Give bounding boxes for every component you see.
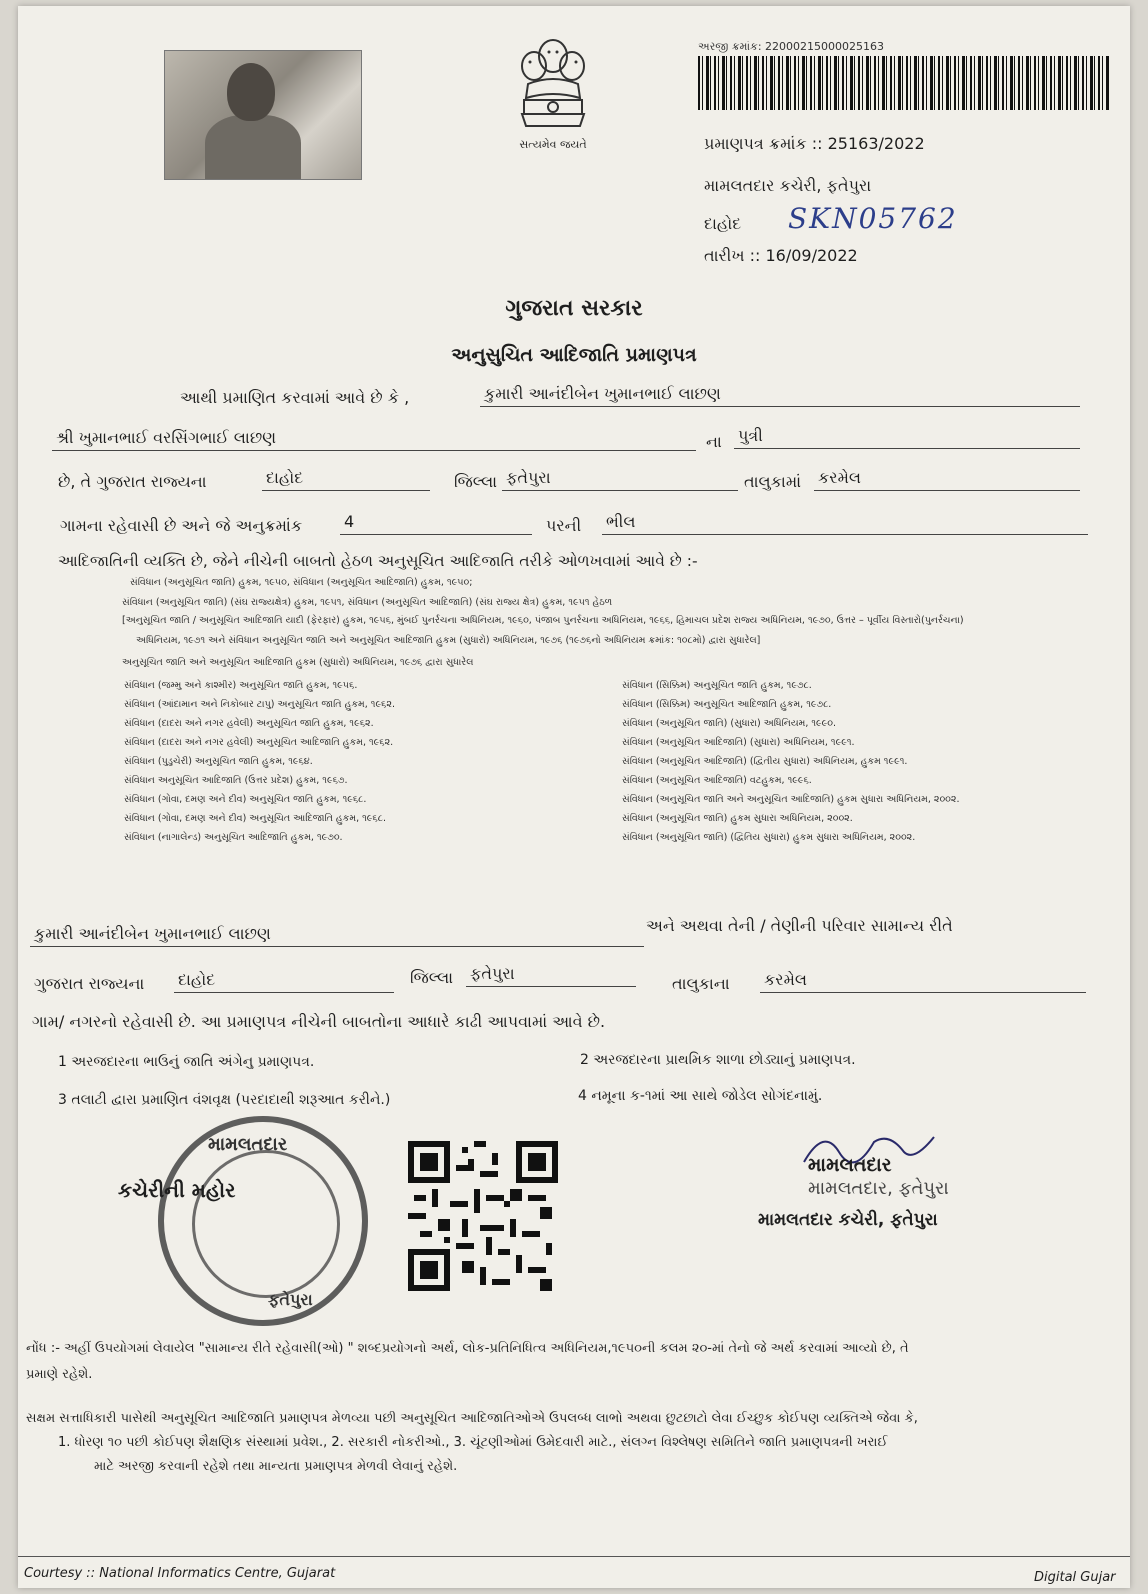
seal-middle-text: કચેરીની મહોર xyxy=(118,1178,236,1202)
residence-name: કુમારી આનંદીબેન ખુમાનભાઈ લાછણ xyxy=(30,924,644,947)
issuing-office: મામલતદાર કચેરી, ફતેપુરા xyxy=(704,176,872,195)
jilla-label: જિલ્લા xyxy=(454,472,498,491)
acts-left-column xyxy=(124,676,604,847)
act-item: સંવિધાન (અનુસૂચિત આદિજાતિ) વટહુકમ, ૧૯૯૬. xyxy=(622,775,812,786)
footer-divider xyxy=(18,1556,1130,1557)
acts-right-column xyxy=(622,676,1112,847)
act-item: સંવિધાન (અનુસૂચિત જાતિ અને અનુસૂચિત આદિજાતિ) હુકમ સુધારા અધિનિયમ, ૨૦૦૨. xyxy=(622,794,960,805)
district-value: દાહોદ xyxy=(262,468,430,491)
emblem-motto: સત્યમેવ જયતે xyxy=(519,138,587,151)
act-item: સંવિધાન (દાદરા અને નગર હવેલી) અનુસૂચિત આદિજાતિ હુકમ, ૧૯૬૨. xyxy=(124,737,394,748)
seal-top-text: મામલતદાર xyxy=(208,1134,288,1155)
handwritten-reference: SKN05762 xyxy=(788,202,958,235)
act-item: સંવિધાન (દાદરા અને નગર હવેલી) અનુસૂચિત જાતિ હુકમ, ૧૯૬૨. xyxy=(124,718,374,729)
note-line: માટે અરજી કરવાની રહેશે તથા માન્યતા પ્રમાણપત્ર મેળવી લેવાનું રહેશે. xyxy=(94,1459,458,1474)
state-emblem-icon xyxy=(508,26,598,156)
signatory-stamp-line: મામલતદાર, ફતેપુરા xyxy=(808,1178,949,1199)
act-item: સંવિધાન (નાગાલેન્ડ) અનુસૂચિત આદિજાતિ હુકમ, ૧૯૭૦. xyxy=(124,832,343,843)
document-item: 1 અરજદારના ભાઉનું જાતિ અંગેનુ પ્રમાણપત્ર. xyxy=(58,1054,315,1070)
residence-state-prefix: ગુજરાત રાજ્યના xyxy=(34,974,145,993)
act-item: સંવિધાન (અનુસૂચિત આદિજાતિ) (દ્વિતીય સુધારા) અધિનિયમ, હુકમ ૧૯૯૧. xyxy=(622,756,908,767)
father-name: શ્રી ખુમાનભાઈ વરસિંગભાઈ લાછણ xyxy=(52,428,696,451)
issue-date: તારીખ :: 16/09/2022 xyxy=(704,246,858,265)
act-item: સંવિધાન અનુસૂચિત આદિજાતિ (ઉત્તર પ્રદેશ) હુકમ, ૧૯૬૭. xyxy=(124,775,348,786)
parni-label: પરની xyxy=(546,516,582,535)
qr-code-icon xyxy=(408,1136,558,1296)
applicant-name: કુમારી આનંદીબેન ખુમાનભાઈ લાછણ xyxy=(480,384,1080,407)
seal-bottom-text: ફતેપુરા xyxy=(268,1290,313,1309)
order-line: અનુસૂચિત જાતિ અને અનુસૂચિત આદિજાતિ હુકમ (સુધારો) અધિનિયમ, ૧૯૭૬ દ્વારા સુધારેલ xyxy=(122,657,474,668)
signatory-office: મામલતદાર કચેરી, ફતેપુરા xyxy=(758,1210,938,1230)
residence-closing: ગામ/ નગરનો રહેવાસી છે. આ પ્રમાણપત્ર નીચેની બાબતોના આધારે કાઢી આપવામાં આવે છે. xyxy=(32,1012,606,1031)
tribe-name: ભીલ xyxy=(602,512,1088,535)
note-line: 1. ધોરણ ૧૦ પછી કોઈપણ શૈક્ષણિક સંસ્થામાં પ્રવેશ., 2. સરકારી નોકરીઓ., 3. ચૂંટણીઓમાં ઉમેદવારી માટે., સંલગ્ન વિશ્લેષણ સમિતિને જાતિ પ્રમાણપત્રની ખરાઈ xyxy=(58,1435,888,1450)
residence-village: કરમેલ xyxy=(760,970,1086,993)
footer-courtesy: Courtesy :: National Informatics Centre, Gujarat xyxy=(24,1566,336,1581)
resident-prefix: ગામના રહેવાસી છે અને જે અનુક્રમાંક xyxy=(60,516,303,535)
document-item: 2 અરજદારના પ્રાથમિક શાળા છોડ્યાનું પ્રમાણપત્ર. xyxy=(580,1052,856,1068)
certify-prefix: આથી પ્રમાણિત કરવામાં આવે છે કે , xyxy=(180,388,410,407)
note-line: સક્ષમ સત્તાધિકારી પાસેથી અનુસૂચિત આદિજાતિ પ્રમાણપત્ર મેળવ્યા પછી અનુસૂચિત આદિજાતિઓએ ઉપલબ્ધ લાભો અથવા છુટછાટો લેવા ઈચ્છુક કોઈપણ વ્યક્તિએ જેવા કે, xyxy=(26,1411,918,1426)
application-number: અરજી ક્રમાંક: 22000215000025163 xyxy=(698,40,885,53)
taluka-label: તાલુકામાં xyxy=(744,472,802,491)
state-prefix: છે, તે ગુજરાત રાજ્યના xyxy=(58,472,207,491)
act-item: સંવિધાન (અનુસૂચિત આદિજાતિ) (સુધારા) અધિનિયમ, ૧૯૯૧. xyxy=(622,737,855,748)
order-line: સંવિધાન (અનુસૂચિત જાતિ) હુકમ, ૧૯૫૦, સંવિધાન (અનુસૂચિત આદિજાતિ) હુકમ, ૧૯૫૦; xyxy=(130,577,473,588)
residence-jilla-label: જિલ્લા xyxy=(410,968,454,987)
order-line: અધિનિયમ, ૧૯૭૧ અને સંવિધાન અનુસૂચિત જાતિ અને અનુસૂચિત આદિજાતિ હુકમ (સુધારો) અધિનિયમ, ૧૯૭૬ (૧૯૭૬નો અધિનિયમ ક્રમાંક: ૧૦૮મો) દ્વારા સુધારેલ] xyxy=(136,635,761,646)
order-line: [અનુસૂચિત જાતિ / અનુસૂચિત આદિજાતિ યાદી (ફેરફાર) હુકમ, ૧૯૫૬, મુંબઈ પુનર્રચના અધિનિયમ, ૧૯૬૦, પંજાબ પુનર્રચના અધિનિયમ, ૧૯૬૬, હિમાચલ પ્રદેશ રાજ્ય અધિનિયમ, ૧૯૭૦, ઉત્તર – પૂર્વીય વિસ્તારો(પુનર્રચના) xyxy=(122,615,964,626)
note-line: નોંધ :- અહીં ઉપયોગમાં લેવાયેલ "સામાન્ય રીતે રહેવાસી(ઓ) " શબ્દપ્રયોગનો અર્થ, લોક-પ્રતિનિધિત્વ અધિનિયમ,૧૯૫૦ની કલમ ૨૦-માં તેનો જે અર્થ કરવામાં આવ્યો છે, તે xyxy=(26,1341,909,1356)
village-value: કરમેલ xyxy=(814,468,1080,491)
act-item: સંવિધાન (અનુસૂચિત જાતિ) (સુધારા) અધિનિયમ, ૧૯૯૦. xyxy=(622,718,837,729)
act-item: સંવિધાન (જમ્મુ અને કાશ્મીર) અનુસૂચિત જાતિ હુકમ, ૧૯૫૬. xyxy=(124,680,358,691)
na-label: ના xyxy=(706,432,722,451)
applicant-photo xyxy=(164,50,362,180)
residence-taluka: ફતેપુરા xyxy=(466,964,636,987)
act-item: સંવિધાન (ગોવા, દમણ અને દીવ) અનુસૂચિત જાતિ હુકમ, ૧૯૬૮. xyxy=(124,794,367,805)
residence-district: દાહોદ xyxy=(174,970,394,993)
header-district: દાહોદ xyxy=(704,214,742,233)
note-line: પ્રમાણે રહેશે. xyxy=(26,1367,93,1382)
relation: પુત્રી xyxy=(734,426,1080,449)
document-item: 3 તલાટી દ્વારા પ્રમાણિત વંશવૃક્ષ (પરદાદાથી શરૂઆત કરીને.) xyxy=(58,1092,391,1108)
act-item: સંવિધાન (અનુસૂચિત જાતિ) હુકમ સુધારા અધિનિયમ, ૨૦૦૨. xyxy=(622,813,853,824)
footer-brand: Digital Gujar xyxy=(1034,1570,1116,1585)
signatory-title: મામલતદાર xyxy=(808,1154,892,1176)
certificate-page xyxy=(18,6,1130,1588)
act-item: સંવિધાન (સિક્કિમ) અનુસૂચિત જાતિ હુકમ, ૧૯૭૮. xyxy=(622,680,812,691)
order-line: સંવિધાન (અનુસૂચિત જાતિ) (સંઘ રાજ્યક્ષેત્ર) હુકમ, ૧૯૫૧, સંવિધાન (અનુસૂચિત આદિજાતિ) (સંઘ રાજ્ય ક્ષેત્ર) હુકમ, ૧૯૫૧ હેઠળ xyxy=(122,597,613,608)
government-title: ગુજરાત સરકાર xyxy=(505,296,643,321)
serial-number: 4 xyxy=(340,512,532,535)
certificate-number: પ્રમાણપત્ર ક્રમાંક :: 25163/2022 xyxy=(704,134,925,153)
act-item: સંવિધાન (ગોવા, દમણ અને દીવ) અનુસૂચિત આદિજાતિ હુકમ, ૧૯૬૮. xyxy=(124,813,386,824)
act-item: સંવિધાન (અનુસૂચિત જાતિ) (દ્વિતિય સુધારા) હુકમ સુધારા અધિનિયમ, ૨૦૦૨. xyxy=(622,832,916,843)
taluka-value: ફતેપુરા xyxy=(502,468,738,491)
act-item: સંવિધાન (આંદામાન અને નિકોબાર ટાપુ) અનુસૂચિત જાતિ હુકમ, ૧૯૬૨. xyxy=(124,699,395,710)
act-item: સંવિધાન (સિક્કિમ) અનુસૂચિત આદિજાતિ હુકમ, ૧૯૭૮. xyxy=(622,699,832,710)
document-item: 4 નમૂના ક-૧માં આ સાથે જોડેલ સોગંદનામું. xyxy=(578,1088,823,1104)
barcode xyxy=(698,56,1110,110)
family-text: અને અથવા તેની / તેણીની પરિવાર સામાન્ય રીતે xyxy=(646,916,953,935)
act-item: સંવિધાન (પુડુચેરી) અનુસૂચિત જાતિ હુકમ, ૧૯૬૪. xyxy=(124,756,313,767)
residence-taluka-label: તાલુકાના xyxy=(672,974,730,993)
identification-statement: આદિજાતિની વ્યક્તિ છે, જેને નીચેની બાબતો હેઠળ અનુસૂચિત આદિજાતિ તરીકે ઓળખવામાં આવે છે :- xyxy=(58,552,698,570)
certificate-title: અનુસુચિત આદિજાતિ પ્રમાણપત્ર xyxy=(451,344,697,366)
